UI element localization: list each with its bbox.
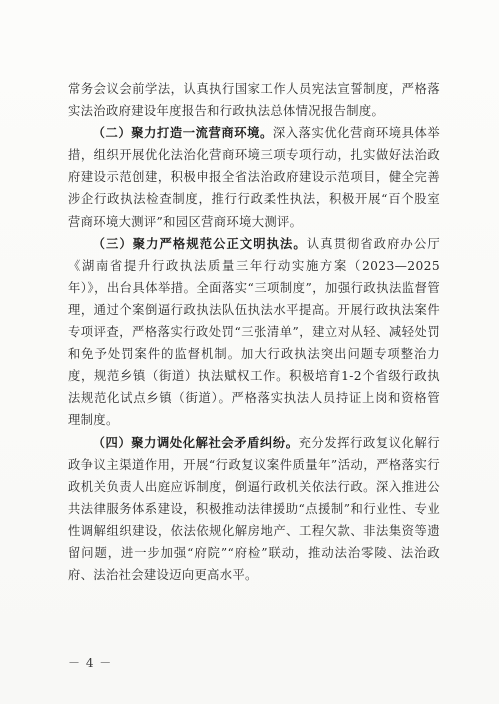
section-heading-2: （二）聚力打造一流营商环境。 xyxy=(92,126,273,141)
paragraph-3-text: 认真贯彻省政府办公厅《湖南省提升行政执法质量三年行动实施方案（2023—2025年）》，出台具体举措。全面落实“三项制度”，加强行政执法监督管理，通过个案倒逼行政执法队伍执法水平提高。开展行政执法案件专项评查，严格落实行政处罚“三张清单”，建立对从轻、减轻处罚和免予处罚案件的监督机制。加大行政执法突出问题专项整治力度，规范乡镇（街道）执法赋权工作。积极培育1-2个省级行政执法规范化试点乡镇（街道）。严格落实执法人员持证上岗和资格管理制度。 xyxy=(68,236,440,428)
section-heading-3: （三）聚力严格规范公正文明执法。 xyxy=(92,236,307,251)
paragraph-4-text: 充分发挥行政复议化解行政争议主渠道作用，开展“行政复议案件质量年”活动，严格落实行政机关负责人出庭应诉制度，倒逼行政机关依法行政。深入推进公共法律服务体系建设，积极推动法律援助“点援制”和行业性、专业性调解组织建设，依法依规化解房地产、工程欠款、非法集资等遗留问题，进一步加强“府院”“府检”联动，推动法治零陵、法治政府、法治社会建设迈向更高水平。 xyxy=(68,435,440,583)
document-body xyxy=(68,78,440,586)
paragraph-1-text: 常务会议会前学法，认真执行国家工作人员宪法宣誓制度，严格落实法治政府建设年度报告和行政执法总体情况报告制度。 xyxy=(68,82,440,119)
page-number: － 4 － xyxy=(68,656,113,670)
paragraph-2 xyxy=(68,122,440,232)
paragraph-3 xyxy=(68,233,440,432)
section-heading-4: （四）聚力调处化解社会矛盾纠纷。 xyxy=(92,435,299,450)
paragraph-4 xyxy=(68,432,440,587)
paragraph-2-text: 深入落实优化营商环境具体举措，组织开展优化法治化营商环境三项专项行动，扎实做好法治政府建设示范创建，积极申报全省法治政府建设示范项目，健全完善涉企行政执法检查制度，推行行政柔性执法，积极开展“百个股室营商环境大测评”和园区营商环境大测评。 xyxy=(68,126,440,229)
paragraph-1 xyxy=(68,78,440,122)
